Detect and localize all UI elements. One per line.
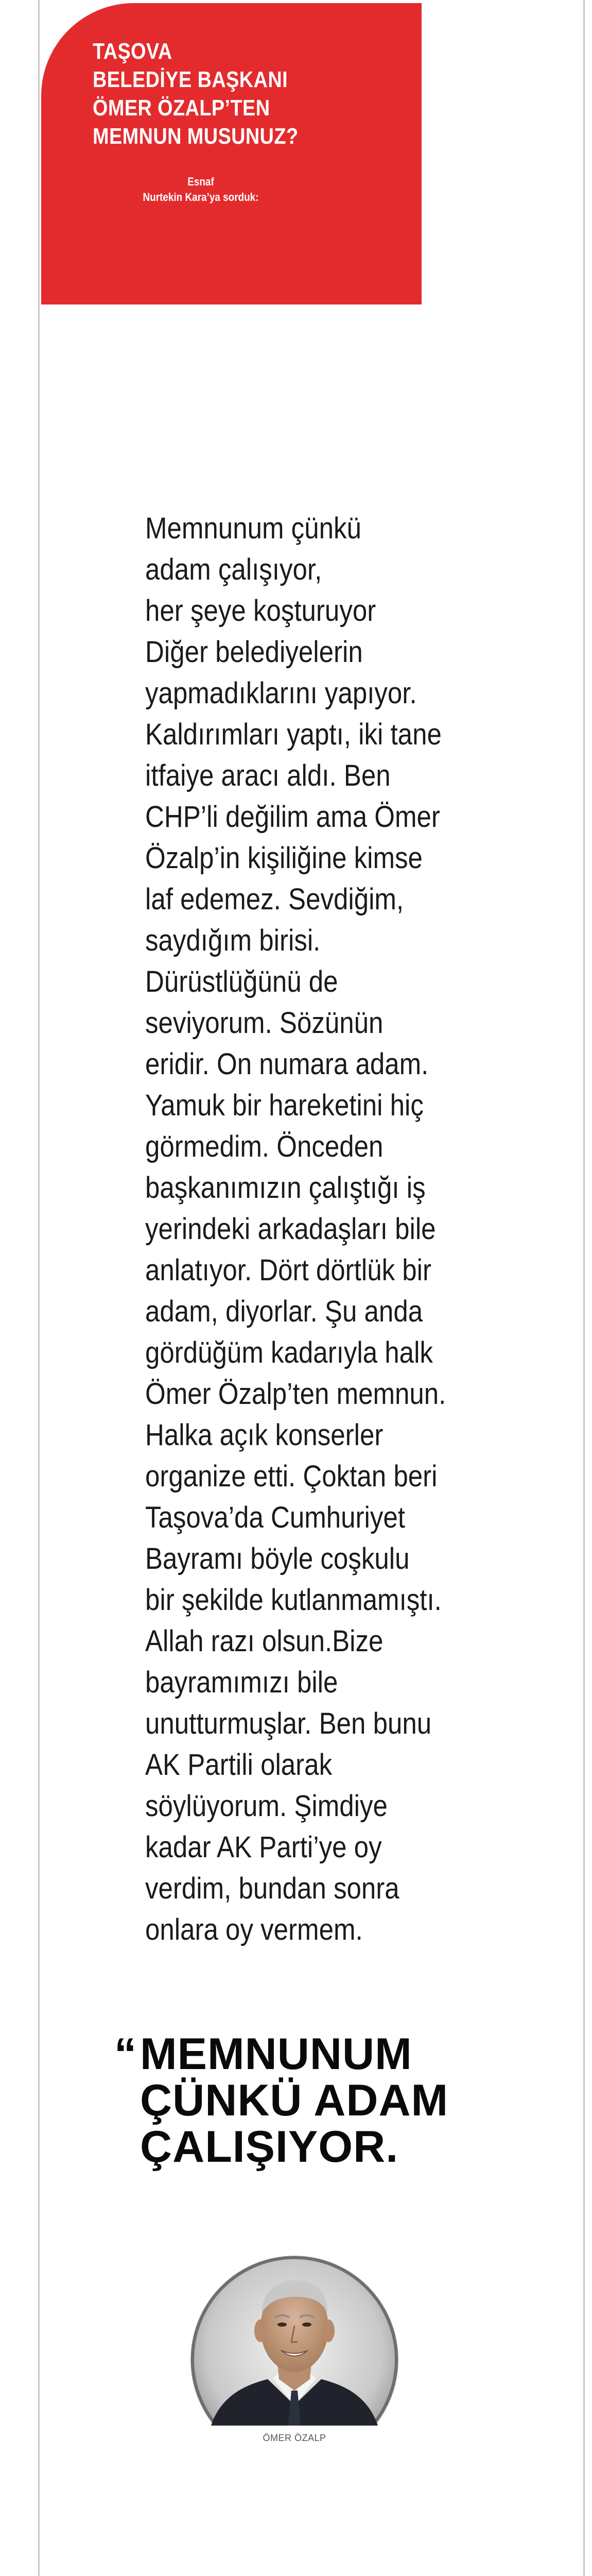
article-body-text: Memnunum çünkü adam çalışıyor, her şeye koşturuyor Diğer belediyelerin yapmadıklarını yapıyor. Kaldırımları yaptı, iki tane itfaiye aracı aldı. Ben CHP’li değilim ama Ömer Özalp’in kişiliğine kimse laf edemez. Sevdiğim, saydığım birisi. Dürüstlüğünü de seviyorum. Sözünün eridir. On numara adam. Yamuk bir hareketini hiç görmedim. Önceden başkanımızın çalıştığı iş yerindeki arkadaşları bile anlatıyor. Dört dörtlük bir adam, diyorlar. Şu anda gördüğüm kadarıyla halk Ömer Özalp’ten memnun. Halka açık konserler organize etti. Çoktan beri Taşova’da Cumhuriyet Bayramı böyle coşkulu bir şekilde kutlanmamıştı. Allah razı olsun.Bize bayramımızı bile unutturmuşlar. Ben bunu AK Partili olarak söylüyorum. Şimdiye kadar AK Parti’ye oy verdim, bundan sonra onlara oy vermem.	[145, 512, 446, 1946]
pull-quote-line: MEMNUNUM	[140, 2029, 412, 2079]
quote-mark-icon: “	[114, 2029, 137, 2079]
pull-quote-line: ÇALIŞIYOR.	[140, 2122, 399, 2172]
header-title-line: ÖMER ÖZALP’TEN	[93, 95, 270, 121]
header-title-line: MEMNUN MUSUNUZ?	[93, 124, 299, 149]
pull-quote-line: ÇÜNKÜ ADAM	[140, 2076, 449, 2125]
pull-quote	[114, 2031, 448, 2170]
header-title-line: BELEDİYE BAŞKANI	[93, 67, 288, 92]
header-title	[93, 37, 341, 150]
header-subtitle-line: Nurtekin Kara’ya sorduk:	[143, 191, 259, 204]
portrait-caption: ÖMER ÖZALP	[263, 2433, 326, 2443]
header-subtitle-line: Esnaf	[187, 175, 214, 188]
header-subtitle	[108, 174, 293, 205]
header-title-line: TAŞOVA	[93, 39, 172, 64]
